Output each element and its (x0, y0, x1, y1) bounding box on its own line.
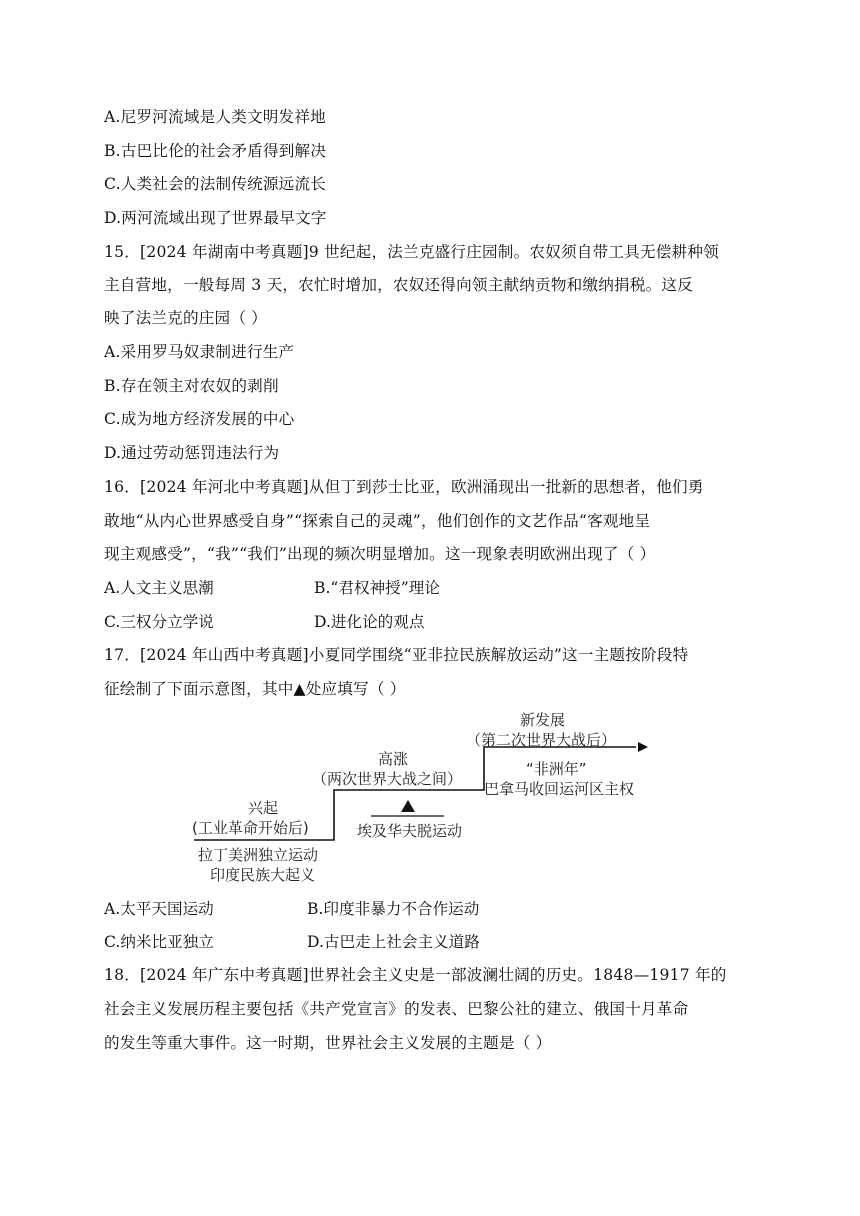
q15-option-d: D.通过劳动惩罚违法行为 (104, 444, 280, 462)
q15-option-b: B.存在领主对农奴的剥削 (104, 377, 279, 395)
stage1-title: 兴起 (248, 799, 279, 817)
q15-stem-line-3: 映了法兰克的庄园（ ） (104, 309, 268, 327)
q16-stem-line-1: 16．[2024 年河北中考真题]从但丁到莎士比亚，欧洲涌现出一批新的思想者，他们勇 (104, 478, 704, 496)
stage3-event-2: 巴拿马收回运河区主权 (484, 780, 635, 798)
stage1-event-2: 印度民族大起义 (210, 866, 316, 884)
stage3-period: （第二次世界大战后） (466, 731, 617, 749)
q18-stem-line-2: 社会主义发展历程主要包括《共产党宣言》的发表、巴黎公社的建立、俄国十月革命 (104, 1000, 689, 1018)
liberation-movement-diagram (190, 708, 680, 888)
arrow-head-icon (638, 742, 648, 752)
stage2-event: 埃及华夫脱运动 (357, 822, 463, 840)
stage3-event-1: “非洲年” (526, 760, 587, 778)
q15-option-a: A.采用罗马奴隶制进行生产 (104, 343, 295, 361)
q17-option-a: A.太平天国运动 (104, 900, 214, 918)
q17-stem-line-1: 17．[2024 年山西中考真题]小夏同学围绕“亚非拉民族解放运动”这一主题按阶段特 (104, 646, 689, 664)
q16-stem-line-2: 敢地“从内心世界感受自身”“探索自己的灵魂”，他们创作的文艺作品“客观地呈 (104, 512, 651, 530)
blank-triangle-icon (401, 800, 415, 812)
q15-stem-line-2: 主自营地，一般每周 3 天，农忙时增加，农奴还得向领主献纳贡物和缴纳捐税。这反 (104, 276, 694, 294)
q17-option-b: B.印度非暴力不合作运动 (307, 900, 480, 918)
q17-option-c: C.纳米比亚独立 (104, 933, 214, 951)
q16-option-a: A.人文主义思潮 (104, 579, 214, 597)
stage1-period: (工业革命开始后) (192, 819, 309, 837)
q15-stem-line-1: 15．[2024 年湖南中考真题]9 世纪起，法兰克盛行庄园制。农奴须自带工具无偿耕种领 (104, 243, 719, 261)
q16-stem-line-3: 现主观感受”，“我”“我们”出现的频次明显增加。这一现象表明欧洲出现了（ ） (104, 545, 656, 563)
q16-option-d: D.进化论的观点 (314, 613, 425, 631)
q15-option-c: C.成为地方经济发展的中心 (104, 410, 295, 428)
q14-option-a: A.尼罗河流域是人类文明发祥地 (104, 108, 326, 126)
stage2-period: （两次世界大战之间） (312, 770, 463, 788)
q17-option-d: D.古巴走上社会主义道路 (307, 933, 480, 951)
q16-option-c: C.三权分立学说 (104, 613, 214, 631)
q16-option-b: B.“君权神授”理论 (314, 579, 440, 597)
q14-option-c: C.人类社会的法制传统源远流长 (104, 175, 327, 193)
q18-stem-line-3: 的发生等重大事件。这一时期，世界社会主义发展的主题是（ ） (104, 1034, 552, 1052)
q18-stem-line-1: 18．[2024 年广东中考真题]世界社会主义史是一部波澜壮阔的历史。1848—1917 年的 (104, 966, 727, 984)
q14-option-d: D.两河流域出现了世界最早文字 (104, 209, 327, 227)
q14-option-b: B.古巴比伦的社会矛盾得到解决 (104, 142, 327, 160)
stage1-event-1: 拉丁美洲独立运动 (198, 846, 319, 864)
q17-stem-line-2: 征绘制了下面示意图，其中▲处应填写（ ） (104, 680, 406, 698)
stage3-title: 新发展 (520, 711, 566, 729)
stage2-title: 高涨 (378, 750, 409, 768)
